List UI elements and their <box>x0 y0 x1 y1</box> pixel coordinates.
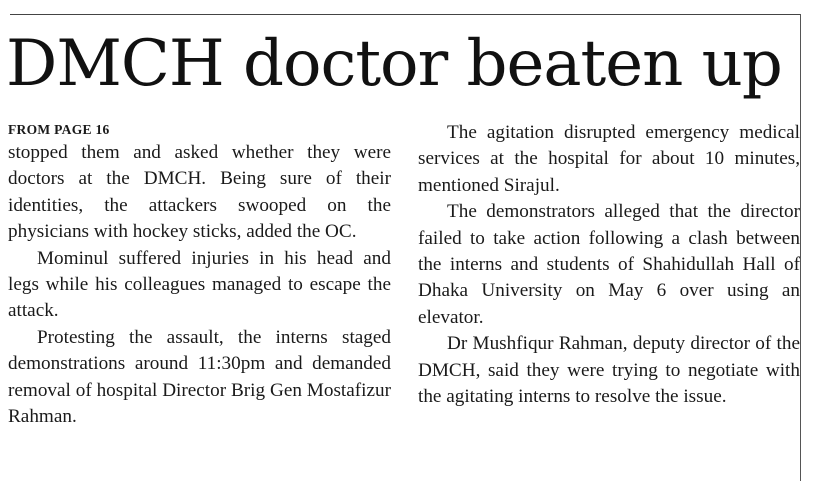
paragraph: stopped them and asked whether they were doctors at the DMCH. Being sure of their identities, the attackers swooped on the physicians with hockey sticks, added the OC. <box>8 142 391 243</box>
paragraph: Mominul suffered injuries in his head and legs while his colleagues managed to escape the attack. <box>8 247 391 322</box>
paragraph: The agitation disrupted emergency medical services at the hospital for about 10 minutes, mentioned Sirajul. <box>418 122 800 196</box>
paragraph: Dr Mushfiqur Rahman, deputy director of the DMCH, said they were trying to negotiate with the agitating interns to resolve the issue. <box>418 333 800 408</box>
left-column <box>8 120 391 430</box>
headline: DMCH doctor beaten up <box>6 27 782 101</box>
jump-line: FROM PAGE 16 <box>8 122 110 137</box>
right-column <box>418 120 800 410</box>
paragraph: The demonstrators alleged that the director failed to take action following a clash between the interns and students of Shahidullah Hall of Dhaka University on May 6 over using an elevator. <box>418 201 800 328</box>
top-rule <box>10 14 800 15</box>
paragraph: Protesting the assault, the interns staged demonstrations around 11:30pm and demanded removal of hospital Director Brig Gen Mostafizur Rahman. <box>8 326 391 428</box>
